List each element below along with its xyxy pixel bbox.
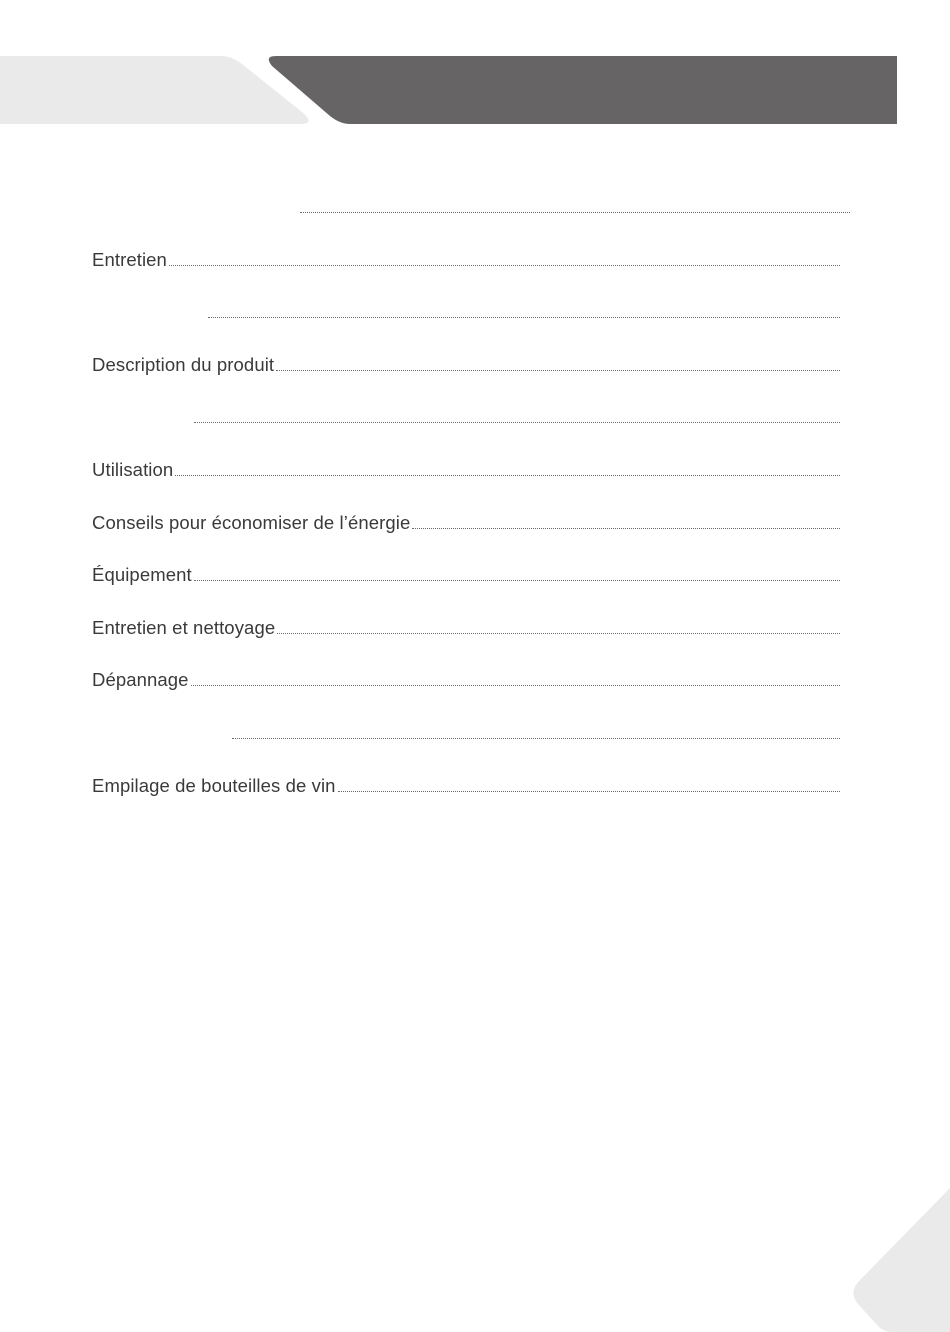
toc-dot-leader	[194, 405, 840, 423]
toc-row-6	[92, 458, 840, 511]
header-light-tab	[0, 56, 309, 124]
toc-dot-leader	[300, 195, 850, 213]
toc-dot-leader	[169, 248, 840, 266]
toc-label: Équipement	[92, 564, 192, 586]
toc-dot-leader	[175, 458, 840, 476]
toc-row-12	[92, 774, 840, 827]
toc-dot-leader	[194, 563, 840, 581]
toc-row-7	[92, 511, 840, 564]
toc-dot-leader	[338, 774, 840, 792]
toc-label: Empilage de bouteilles de vin	[92, 774, 336, 796]
toc-row-5	[192, 405, 840, 458]
toc-label: Utilisation	[92, 458, 174, 480]
toc-dot-leader	[277, 616, 840, 634]
toc-label: Conseils pour économiser de l’énergie	[92, 511, 411, 533]
toc-row-8	[92, 563, 840, 616]
toc-row-11	[230, 721, 840, 774]
toc-row-4	[92, 353, 840, 406]
toc-label: Dépannage	[92, 669, 189, 691]
toc-label: Entretien et nettoyage	[92, 616, 276, 638]
header-banner	[0, 0, 950, 140]
toc-dot-leader	[208, 300, 840, 318]
toc-dot-leader	[412, 511, 840, 529]
toc-row-9	[92, 616, 840, 669]
toc-row-1	[298, 195, 850, 248]
page-corner-decoration	[840, 1180, 950, 1332]
toc-row-10	[92, 668, 840, 721]
toc-label: Description du produit	[92, 353, 275, 375]
toc-dot-leader	[232, 721, 840, 739]
toc-dot-leader	[276, 353, 840, 371]
toc-label: Entretien	[92, 248, 167, 270]
toc-row-3	[206, 300, 840, 353]
toc-dot-leader	[191, 668, 840, 686]
toc-row-2	[92, 248, 840, 301]
table-of-contents	[92, 195, 840, 826]
header-dark-tab	[269, 56, 897, 124]
